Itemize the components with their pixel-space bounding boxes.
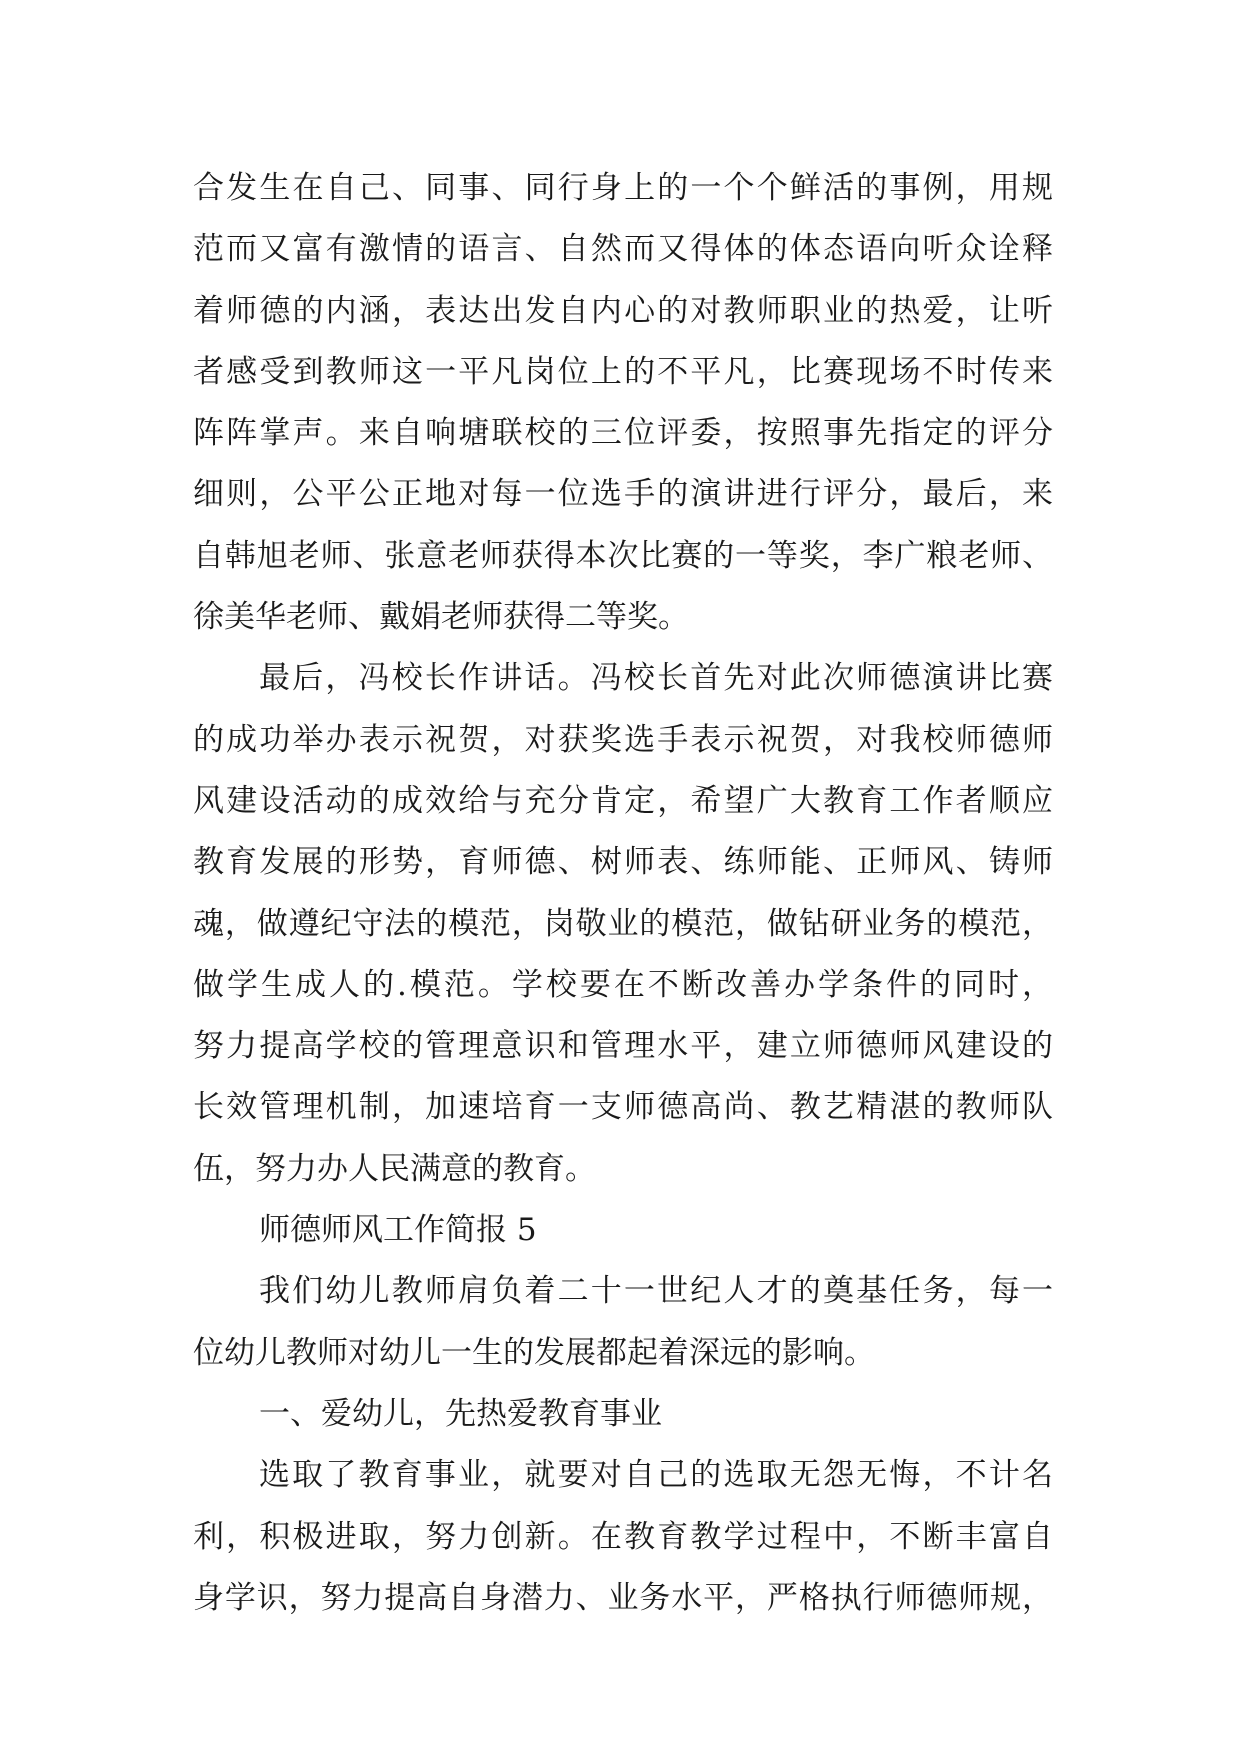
text-line: 者感受到教师这一平凡岗位上的不平凡，比赛现场不时传来 xyxy=(193,353,1053,390)
text-line: 伍，努力办人民满意的教育。 xyxy=(193,1150,596,1187)
text-line: 最后，冯校长作讲话。冯校长首先对此次师德演讲比赛 xyxy=(259,660,1053,697)
text-line: 细则，公平公正地对每一位选手的演讲进行评分，最后，来 xyxy=(193,476,1053,513)
text-line: 长效管理机制，加速培育一支师德高尚、教艺精湛的教师队 xyxy=(193,1089,1053,1126)
text-line: 教育发展的形势，育师德、树师表、练师能、正师风、铸师 xyxy=(193,844,1053,881)
text-line: 魂，做遵纪守法的模范，岗敬业的模范，做钻研业务的模范， xyxy=(193,905,1053,942)
text-line: 师德师风工作简报 5 xyxy=(259,1212,537,1249)
text-line: 徐美华老师、戴娟老师获得二等奖。 xyxy=(193,599,689,636)
text-line: 身学识，努力提高自身潜力、业务水平，严格执行师德师规， xyxy=(193,1579,1053,1616)
text-line: 合发生在自己、同事、同行身上的一个个鲜活的事例，用规 xyxy=(193,170,1053,206)
text-line: 自韩旭老师、张意老师获得本次比赛的一等奖，李广粮老师、 xyxy=(193,537,1053,574)
text-line: 阵阵掌声。来自响塘联校的三位评委，按照事先指定的评分 xyxy=(193,415,1053,452)
text-line: 选取了教育事业，就要对自己的选取无怨无悔，不计名 xyxy=(259,1457,1053,1494)
text-line: 利，积极进取，努力创新。在教育教学过程中，不断丰富自 xyxy=(193,1518,1053,1555)
text-line: 着师德的内涵，表达出发自内心的对教师职业的热爱，让听 xyxy=(193,292,1053,329)
text-line: 风建设活动的成效给与充分肯定，希望广大教育工作者顺应 xyxy=(193,782,1053,819)
text-line: 范而又富有激情的语言、自然而又得体的体态语向听众诠释 xyxy=(193,231,1053,268)
text-line: 做学生成人的.模范。学校要在不断改善办学条件的同时， xyxy=(193,966,1053,1003)
document-body xyxy=(193,158,1053,1629)
text-line: 的成功举办表示祝贺，对获奖选手表示祝贺，对我校师德师 xyxy=(193,721,1053,758)
text-line: 努力提高学校的管理意识和管理水平，建立师德师风建设的 xyxy=(193,1028,1053,1065)
text-line: 位幼儿教师对幼儿一生的发展都起着深远的影响。 xyxy=(193,1334,875,1371)
text-line: 一、爱幼儿，先热爱教育事业 xyxy=(259,1395,662,1432)
text-line: 我们幼儿教师肩负着二十一世纪人才的奠基任务，每一 xyxy=(259,1273,1053,1310)
